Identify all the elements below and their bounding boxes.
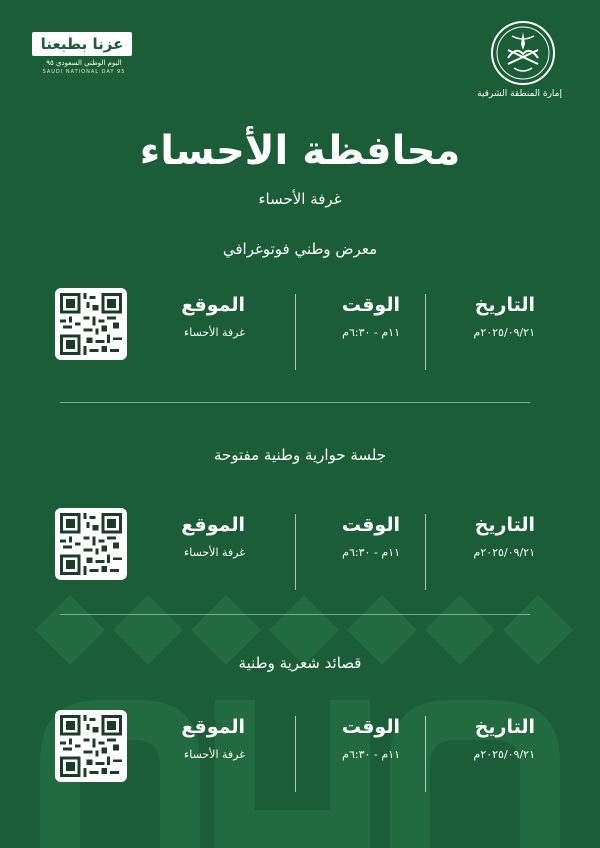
divider [295,514,296,590]
logo-subtitle: اليوم الوطني السعودي ٩٥ [46,59,122,67]
divider [295,716,296,792]
time-value: ١١م - ٦:٣٠م [342,326,400,339]
date-column [474,514,536,590]
page-title: محافظة الأحساء [139,128,461,174]
page-subtitle: غرفة الأحساء [258,190,342,208]
time-column [342,514,400,590]
divider [295,294,296,370]
date-value: ٢٠٢٥/٠٩/٢١م [473,748,535,761]
time-label: الوقت [341,294,400,316]
location-value: غرفة الأحساء [184,546,245,559]
qr-code-icon [55,508,127,580]
time-label: الوقت [341,514,400,536]
date-value: ٢٠٢٥/٠٩/٢١م [473,546,535,559]
event-title: معرض وطني فوتوغرافي [222,240,378,258]
event-details-row [55,710,535,790]
divider [425,294,426,370]
date-label: التاريخ [474,716,535,738]
time-value: ١١م - ٦:٣٠م [342,546,400,559]
time-value: ١١م - ٦:٣٠م [342,748,400,761]
event-title: جلسة حوارية وطنية مفتوحة [213,446,387,464]
location-value: غرفة الأحساء [184,748,245,761]
saudi-emblem-icon [490,20,556,86]
section-divider [60,402,530,403]
location-column [181,514,245,590]
emblem-label: إمارة المنطقة الشرقية [477,89,562,99]
date-column [474,716,536,792]
logo-main-text: عزنا بطبعنا [32,32,132,56]
national-day-logo [32,32,136,78]
date-label: التاريخ [474,514,535,536]
divider [425,716,426,792]
time-column [342,294,400,370]
time-label: الوقت [341,716,400,738]
section-divider [60,614,530,615]
location-label: الموقع [181,716,245,738]
location-label: الموقع [181,514,245,536]
location-value: غرفة الأحساء [184,326,245,339]
location-column [181,294,245,370]
divider [425,514,426,590]
event-details-row [55,288,535,368]
qr-code-icon [55,710,127,782]
location-column [181,716,245,792]
event-title: قصائد شعرية وطنية [238,654,362,672]
event-details-row [55,508,535,588]
date-value: ٢٠٢٥/٠٩/٢١م [473,326,535,339]
location-label: الموقع [181,294,245,316]
logo-subtitle-en: SAUDI NATIONAL DAY 95 [42,69,126,75]
date-column [474,294,536,370]
time-column [342,716,400,792]
date-label: التاريخ [474,294,535,316]
qr-code-icon [55,288,127,360]
